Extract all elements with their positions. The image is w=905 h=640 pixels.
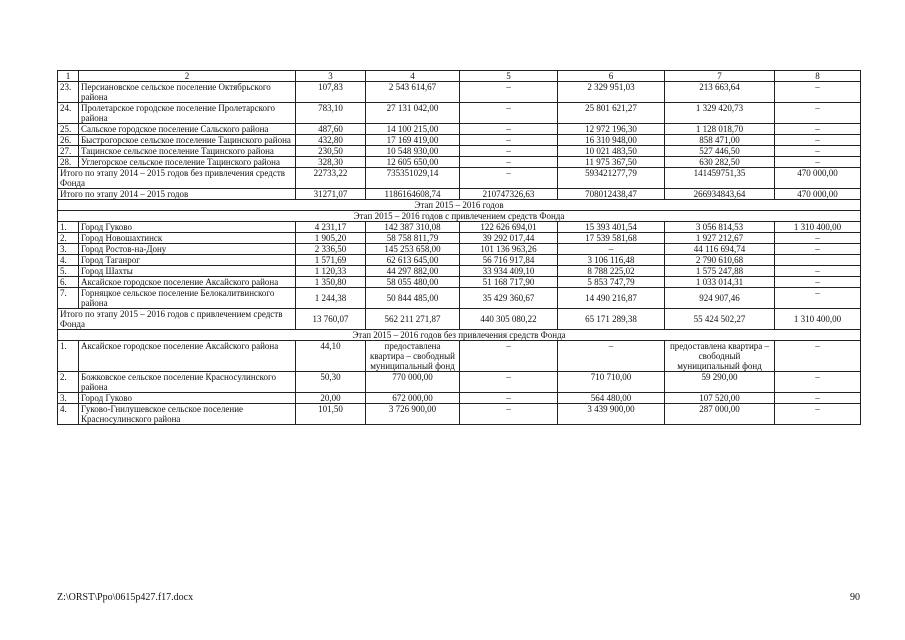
local-budget-cell: 527 446,50 [665, 146, 775, 157]
fund-cell: 210747326,63 [460, 189, 558, 200]
regional-budget-cell: 593421277,79 [558, 168, 665, 189]
regional-budget-cell: 710 710,00 [558, 372, 665, 393]
total-cost-cell: 1186164608,74 [366, 189, 460, 200]
row-number: 2. [58, 372, 79, 393]
local-budget-cell: 3 056 814,53 [665, 222, 775, 233]
extra-cell: – [775, 146, 861, 157]
area-cell: 328,30 [296, 157, 366, 168]
extra-cell: – [775, 393, 861, 404]
extra-cell: – [775, 135, 861, 146]
page-number: 90 [850, 592, 860, 603]
area-cell: 487,60 [296, 124, 366, 135]
regional-budget-cell: 14 490 216,87 [558, 288, 665, 309]
settlement-name: Город Гуково [79, 393, 296, 404]
area-cell: 1 905,20 [296, 233, 366, 244]
header-cell: 6 [558, 71, 665, 82]
area-cell: 31271,07 [296, 189, 366, 200]
extra-cell: – [775, 277, 861, 288]
extra-cell: – [775, 244, 861, 255]
total-cost-cell: 58 055 480,00 [366, 277, 460, 288]
total-row [58, 189, 861, 200]
settlement-name: Божковское сельское поселение Красносулинского района [79, 372, 296, 393]
area-cell: 22733,22 [296, 168, 366, 189]
fund-cell: – [460, 372, 558, 393]
section-heading-row [58, 200, 861, 211]
row-number: 7. [58, 288, 79, 309]
area-cell: 44,10 [296, 341, 366, 372]
settlement-name: Пролетарское городское поселение Пролетарского района [79, 103, 296, 124]
total-cost-cell: 12 605 650,00 [366, 157, 460, 168]
regional-budget-cell: 8 788 225,02 [558, 266, 665, 277]
total-label: Итого по этапу 2015 – 2016 годов с привлечением средств Фонда [58, 309, 296, 330]
budget-table [57, 70, 861, 425]
table-row [58, 157, 861, 168]
area-cell: 1 120,33 [296, 266, 366, 277]
table-row [58, 372, 861, 393]
area-cell: 101,50 [296, 404, 366, 425]
area-cell: 783,10 [296, 103, 366, 124]
fund-cell: – [460, 103, 558, 124]
table-row [58, 288, 861, 309]
area-cell: 1 244,38 [296, 288, 366, 309]
extra-cell: – [775, 266, 861, 277]
header-row [58, 71, 861, 82]
extra-cell: – [775, 341, 861, 372]
table-row [58, 244, 861, 255]
local-budget-cell: 1 329 420,73 [665, 103, 775, 124]
local-budget-cell: 59 290,00 [665, 372, 775, 393]
local-budget-cell: 1 927 212,67 [665, 233, 775, 244]
file-path-footer: Z:\ORST\Ppo\0615p427.f17.docx [57, 592, 194, 603]
extra-cell: – [775, 288, 861, 309]
extra-cell: – [775, 372, 861, 393]
settlement-name: Аксайское городское поселение Аксайского района [79, 341, 296, 372]
fund-cell: 56 716 917,84 [460, 255, 558, 266]
section-heading: Этап 2015 – 2016 годов [58, 200, 861, 211]
fund-cell: 51 168 717,90 [460, 277, 558, 288]
fund-cell: – [460, 124, 558, 135]
settlement-name: Тацинское сельское поселение Тацинского района [79, 146, 296, 157]
regional-budget-cell: 65 171 289,38 [558, 309, 665, 330]
section-heading: Этап 2015 – 2016 годов с привлечением средств Фонда [58, 211, 861, 222]
settlement-name: Сальское городское поселение Сальского района [79, 124, 296, 135]
total-cost-cell: 17 169 419,00 [366, 135, 460, 146]
local-budget-cell: 1 033 014,31 [665, 277, 775, 288]
regional-budget-cell: 15 393 401,54 [558, 222, 665, 233]
header-cell: 1 [58, 71, 79, 82]
local-budget-cell: 2 790 610,68 [665, 255, 775, 266]
table-row [58, 266, 861, 277]
regional-budget-cell: 3 106 116,48 [558, 255, 665, 266]
fund-cell: 33 934 409,10 [460, 266, 558, 277]
extra-cell [775, 255, 861, 266]
total-cost-cell: 10 548 930,00 [366, 146, 460, 157]
extra-cell: – [775, 157, 861, 168]
total-cost-cell: 62 613 645,00 [366, 255, 460, 266]
extra-cell: 470 000,00 [775, 168, 861, 189]
regional-budget-cell: 2 329 951,03 [558, 82, 665, 103]
regional-budget-cell: 10 021 483,50 [558, 146, 665, 157]
local-budget-cell: 107 520,00 [665, 393, 775, 404]
area-cell: 50,30 [296, 372, 366, 393]
row-number: 25. [58, 124, 79, 135]
total-cost-cell: 142 387 310,08 [366, 222, 460, 233]
total-cost-cell: 27 131 042,00 [366, 103, 460, 124]
fund-cell: 101 136 963,26 [460, 244, 558, 255]
row-number: 24. [58, 103, 79, 124]
regional-budget-cell: 564 480,00 [558, 393, 665, 404]
total-row [58, 309, 861, 330]
total-label: Итого по этапу 2014 – 2015 годов без привлечения средств Фонда [58, 168, 296, 189]
total-cost-cell: 672 000,00 [366, 393, 460, 404]
local-budget-cell: 266934843,64 [665, 189, 775, 200]
row-number: 27. [58, 146, 79, 157]
extra-cell: – [775, 233, 861, 244]
section-heading: Этап 2015 – 2016 годов без привлечения средств Фонда [58, 330, 861, 341]
row-number: 2. [58, 233, 79, 244]
table-row [58, 124, 861, 135]
total-cost-cell: 14 100 215,00 [366, 124, 460, 135]
fund-cell: – [460, 146, 558, 157]
row-number: 3. [58, 393, 79, 404]
header-cell: 8 [775, 71, 861, 82]
settlement-name: Город Шахты [79, 266, 296, 277]
row-number: 26. [58, 135, 79, 146]
table-row [58, 393, 861, 404]
total-cost-cell: 145 253 658,00 [366, 244, 460, 255]
extra-cell: – [775, 124, 861, 135]
header-cell: 7 [665, 71, 775, 82]
extra-cell: 1 310 400,00 [775, 309, 861, 330]
total-cost-cell: 562 211 271,87 [366, 309, 460, 330]
settlement-name: Аксайское городское поселение Аксайского района [79, 277, 296, 288]
settlement-name: Горняцкое сельское поселение Белокалитвинского района [79, 288, 296, 309]
settlement-name: Быстрогорское сельское поселение Тацинского района [79, 135, 296, 146]
row-number: 23. [58, 82, 79, 103]
table-row [58, 222, 861, 233]
fund-cell: – [460, 404, 558, 425]
regional-budget-cell: 25 801 621,27 [558, 103, 665, 124]
fund-cell: – [460, 341, 558, 372]
row-number: 4. [58, 255, 79, 266]
regional-budget-cell: 11 975 367,50 [558, 157, 665, 168]
extra-cell: – [775, 103, 861, 124]
total-label: Итого по этапу 2014 – 2015 годов [58, 189, 296, 200]
settlement-name: Город Ростов-на-Дону [79, 244, 296, 255]
table-row [58, 277, 861, 288]
area-cell: 13 760,07 [296, 309, 366, 330]
local-budget-cell: 924 907,46 [665, 288, 775, 309]
regional-budget-cell: 5 853 747,79 [558, 277, 665, 288]
fund-cell: – [460, 168, 558, 189]
fund-cell: 35 429 360,67 [460, 288, 558, 309]
fund-cell: – [460, 82, 558, 103]
fund-cell: 440 305 080,22 [460, 309, 558, 330]
total-row [58, 168, 861, 189]
total-cost-cell: 3 726 900,00 [366, 404, 460, 425]
area-cell: 107,83 [296, 82, 366, 103]
header-cell: 4 [366, 71, 460, 82]
settlement-name: Город Гуково [79, 222, 296, 233]
regional-budget-cell: – [558, 341, 665, 372]
row-number: 1. [58, 341, 79, 372]
row-number: 1. [58, 222, 79, 233]
local-budget-cell: 630 282,50 [665, 157, 775, 168]
settlement-name: Персиановское сельское поселение Октябрьского района [79, 82, 296, 103]
fund-cell: – [460, 393, 558, 404]
header-cell: 3 [296, 71, 366, 82]
regional-budget-cell: 3 439 900,00 [558, 404, 665, 425]
area-cell: 1 571,69 [296, 255, 366, 266]
local-budget-cell: предоставлена квартира – свободный муниципальный фонд [665, 341, 775, 372]
table-row [58, 146, 861, 157]
extra-cell: – [775, 404, 861, 425]
total-cost-cell: 44 297 882,00 [366, 266, 460, 277]
settlement-name: Город Таганрог [79, 255, 296, 266]
extra-cell: 470 000,00 [775, 189, 861, 200]
settlement-name: Гуково-Гнилушевское сельское поселение Красносулинского района [79, 404, 296, 425]
header-cell: 2 [79, 71, 296, 82]
fund-cell: 122 626 694,01 [460, 222, 558, 233]
regional-budget-cell: 16 310 948,00 [558, 135, 665, 146]
section-heading-row [58, 211, 861, 222]
fund-cell: – [460, 135, 558, 146]
fund-cell: – [460, 157, 558, 168]
regional-budget-cell: 17 539 581,68 [558, 233, 665, 244]
table-row [58, 404, 861, 425]
regional-budget-cell: – [558, 244, 665, 255]
area-cell: 4 231,17 [296, 222, 366, 233]
settlement-name: Углегорское сельское поселение Тацинского района [79, 157, 296, 168]
total-cost-cell: 735351029,14 [366, 168, 460, 189]
table-row [58, 82, 861, 103]
area-cell: 20,00 [296, 393, 366, 404]
total-cost-cell: 2 543 614,67 [366, 82, 460, 103]
local-budget-cell: 55 424 502,27 [665, 309, 775, 330]
fund-cell: 39 292 017,44 [460, 233, 558, 244]
settlement-name: Город Новошахтинск [79, 233, 296, 244]
total-cost-cell: предоставлена квартира – свободный муниципальный фонд [366, 341, 460, 372]
local-budget-cell: 858 471,00 [665, 135, 775, 146]
local-budget-cell: 44 116 694,74 [665, 244, 775, 255]
total-cost-cell: 50 844 485,00 [366, 288, 460, 309]
row-number: 5. [58, 266, 79, 277]
table-row [58, 341, 861, 372]
area-cell: 230,50 [296, 146, 366, 157]
total-cost-cell: 770 000,00 [366, 372, 460, 393]
row-number: 3. [58, 244, 79, 255]
regional-budget-cell: 12 972 196,30 [558, 124, 665, 135]
local-budget-cell: 287 000,00 [665, 404, 775, 425]
local-budget-cell: 213 663,64 [665, 82, 775, 103]
local-budget-cell: 1 575 247,88 [665, 266, 775, 277]
table-row [58, 135, 861, 146]
row-number: 6. [58, 277, 79, 288]
header-cell: 5 [460, 71, 558, 82]
extra-cell: – [775, 82, 861, 103]
total-cost-cell: 58 758 811,79 [366, 233, 460, 244]
section-heading-row [58, 330, 861, 341]
local-budget-cell: 141459751,35 [665, 168, 775, 189]
table-row [58, 233, 861, 244]
table-row [58, 255, 861, 266]
table-row [58, 103, 861, 124]
area-cell: 1 350,80 [296, 277, 366, 288]
row-number: 28. [58, 157, 79, 168]
area-cell: 432,80 [296, 135, 366, 146]
local-budget-cell: 1 128 018,70 [665, 124, 775, 135]
regional-budget-cell: 708012438,47 [558, 189, 665, 200]
extra-cell: 1 310 400,00 [775, 222, 861, 233]
row-number: 4. [58, 404, 79, 425]
area-cell: 2 336,50 [296, 244, 366, 255]
